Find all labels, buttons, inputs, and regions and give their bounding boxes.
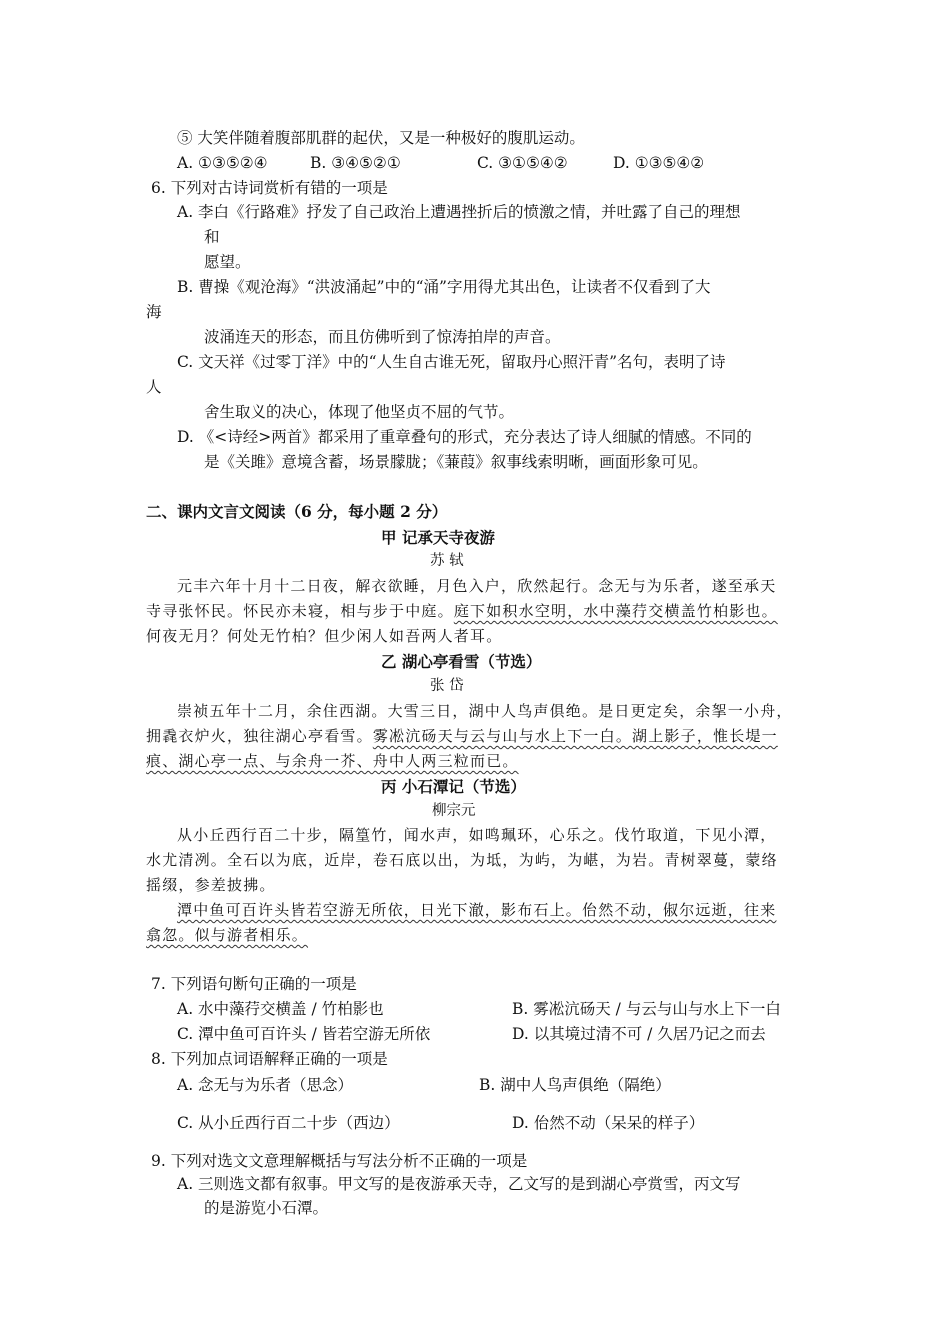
text-bing-author: 柳宗元 [432, 803, 476, 819]
text-jia-title: 甲 记承天寺夜游 [381, 528, 495, 547]
q6-option-b-line2: 海 [146, 303, 162, 321]
text-bing-line5 [146, 925, 308, 945]
q6-option-a-line3: 愿望。 [204, 253, 251, 271]
text-yi-author: 张 岱 [430, 678, 464, 694]
q7-stem: 7. 下列语句断句正确的一项是 [151, 975, 357, 993]
q5-item-5: ⑤ 大笑伴随着腹部肌群的起伏，又是一种极好的腹肌运动。 [177, 129, 585, 147]
q8-option-c: C. 从小丘西行百二十步（西边） [177, 1114, 400, 1132]
text-jia-line2-wavy: 庭下如积水空明，水中藻荇交横盖竹柏影也。 [453, 602, 778, 620]
q6-option-a-line1: A. 李白《行路难》抒发了自己政治上遭遇挫折后的愤激之情，并吐露了自己的理想 [177, 203, 741, 221]
q7-option-a: A. 水中藻荇交横盖 / 竹柏影也 [177, 1000, 384, 1018]
q6-option-b-line3: 波涌连天的形态，而且仿佛听到了惊涛拍岸的声音。 [204, 328, 561, 346]
q6-option-c-line2: 人 [146, 378, 162, 396]
text-jia-line2-plain: 寺寻张怀民。怀民亦未寝，相与步于中庭。 [146, 602, 454, 620]
q6-option-c-line1: C. 文天祥《过零丁洋》中的“人生自古谁无死，留取丹心照汗青”名句，表明了诗 [177, 353, 726, 371]
q5-option-b: B. ③④⑤②① [310, 154, 401, 172]
q7-option-d: D. 以其境过清不可 / 久居乃记之而去 [512, 1025, 766, 1043]
q8-option-a: A. 念无与为乐者（思念） [177, 1076, 354, 1094]
text-yi-line3-wavy: 痕、湖心亭一点、与余舟一芥、舟中人两三粒而已。 [146, 752, 519, 770]
q7-option-b: B. 雾凇沆砀天 / 与云与山与水上下一白 [512, 1000, 781, 1018]
q6-option-c-line3: 舍生取义的决心，体现了他坚贞不屈的气节。 [204, 403, 515, 421]
q7-option-c: C. 潭中鱼可百许头 / 皆若空游无所依 [177, 1025, 431, 1043]
q9-stem: 9. 下列对选文文意理解概括与写法分析不正确的一项是 [151, 1152, 528, 1170]
text-bing-title: 丙 小石潭记（节选） [381, 777, 526, 796]
q8-stem: 8. 下列加点词语解释正确的一项是 [151, 1050, 388, 1068]
text-yi-line3 [146, 751, 519, 771]
q9-option-a-line2: 的是游览小石潭。 [204, 1199, 329, 1217]
text-bing-line4-wavy: 潭中鱼可百许头皆若空游无所依，日光下澈，影布石上。佁然不动，俶尔远逝，往来 [177, 901, 777, 919]
text-yi-title: 乙 湖心亭看雪（节选） [381, 652, 542, 671]
q9-option-a-line1: A. 三则选文都有叙事。甲文写的是夜游承天寺，乙文写的是到湖心亭赏雪，丙文写 [177, 1175, 741, 1193]
q5-option-c: C. ③①⑤④② [477, 154, 568, 172]
q8-option-d: D. 佁然不动（呆呆的样子） [512, 1114, 705, 1132]
q6-option-b-line1: B. 曹操《观沧海》“洪波涌起”中的“涌”字用得尤其出色，让读者不仅看到了大 [177, 278, 711, 296]
q5-option-d: D. ①③⑤④② [613, 154, 705, 172]
q6-option-d-line1: D. 《<诗经>两首》都采用了重章叠句的形式，充分表达了诗人细腻的情感。不同的 [177, 428, 752, 446]
text-bing-line5-wavy: 翕忽。似与游者相乐。 [146, 926, 309, 944]
text-bing-line1: 从小丘西行百二十步，隔篁竹，闻水声，如鸣珮环，心乐之。伐竹取道，下见小潭， [177, 826, 777, 844]
text-yi-line1: 崇祯五年十二月，余住西湖。大雪三日，湖中人鸟声俱绝。是日更定矣，余挐一小舟， [177, 702, 793, 720]
text-yi-line2 [146, 726, 778, 746]
q6-stem: 6. 下列对古诗词赏析有错的一项是 [151, 179, 388, 197]
text-jia-line2 [146, 601, 778, 621]
q8-option-b: B. 湖中人鸟声俱绝（隔绝） [479, 1076, 671, 1094]
text-jia-author: 苏 轼 [430, 553, 464, 569]
q5-option-a: A. ①③⑤②④ [177, 154, 268, 172]
text-yi-line2-plain: 拥毳衣炉火，独往湖心亭看雪。 [146, 727, 373, 745]
text-bing-line3: 摇缀，参差披拂。 [146, 876, 276, 894]
q6-option-d-line2: 是《关雎》意境含蓄，场景朦胧；《蒹葭》叙事线索明晰，画面形象可见。 [204, 453, 708, 471]
text-jia-line1: 元丰六年十月十二日夜，解衣欲睡，月色入户，欣然起行。念无与为乐者，遂至承天 [177, 577, 777, 595]
text-bing-line4 [177, 900, 776, 920]
section-2-heading: 二、课内文言文阅读（6 分，每小题 2 分） [146, 502, 448, 521]
text-jia-line3: 何夜无月？何处无竹柏？但少闲人如吾两人者耳。 [146, 627, 503, 645]
text-bing-line2: 水尤清冽。全石以为底，近岸，卷石底以出，为坻，为屿，为嵁，为岩。青树翠蔓，蒙络 [146, 851, 778, 869]
text-yi-line2-wavy: 雾凇沆砀天与云与山与水上下一白。湖上影子，惟长堤一 [372, 727, 778, 745]
q6-option-a-line2: 和 [204, 228, 220, 246]
